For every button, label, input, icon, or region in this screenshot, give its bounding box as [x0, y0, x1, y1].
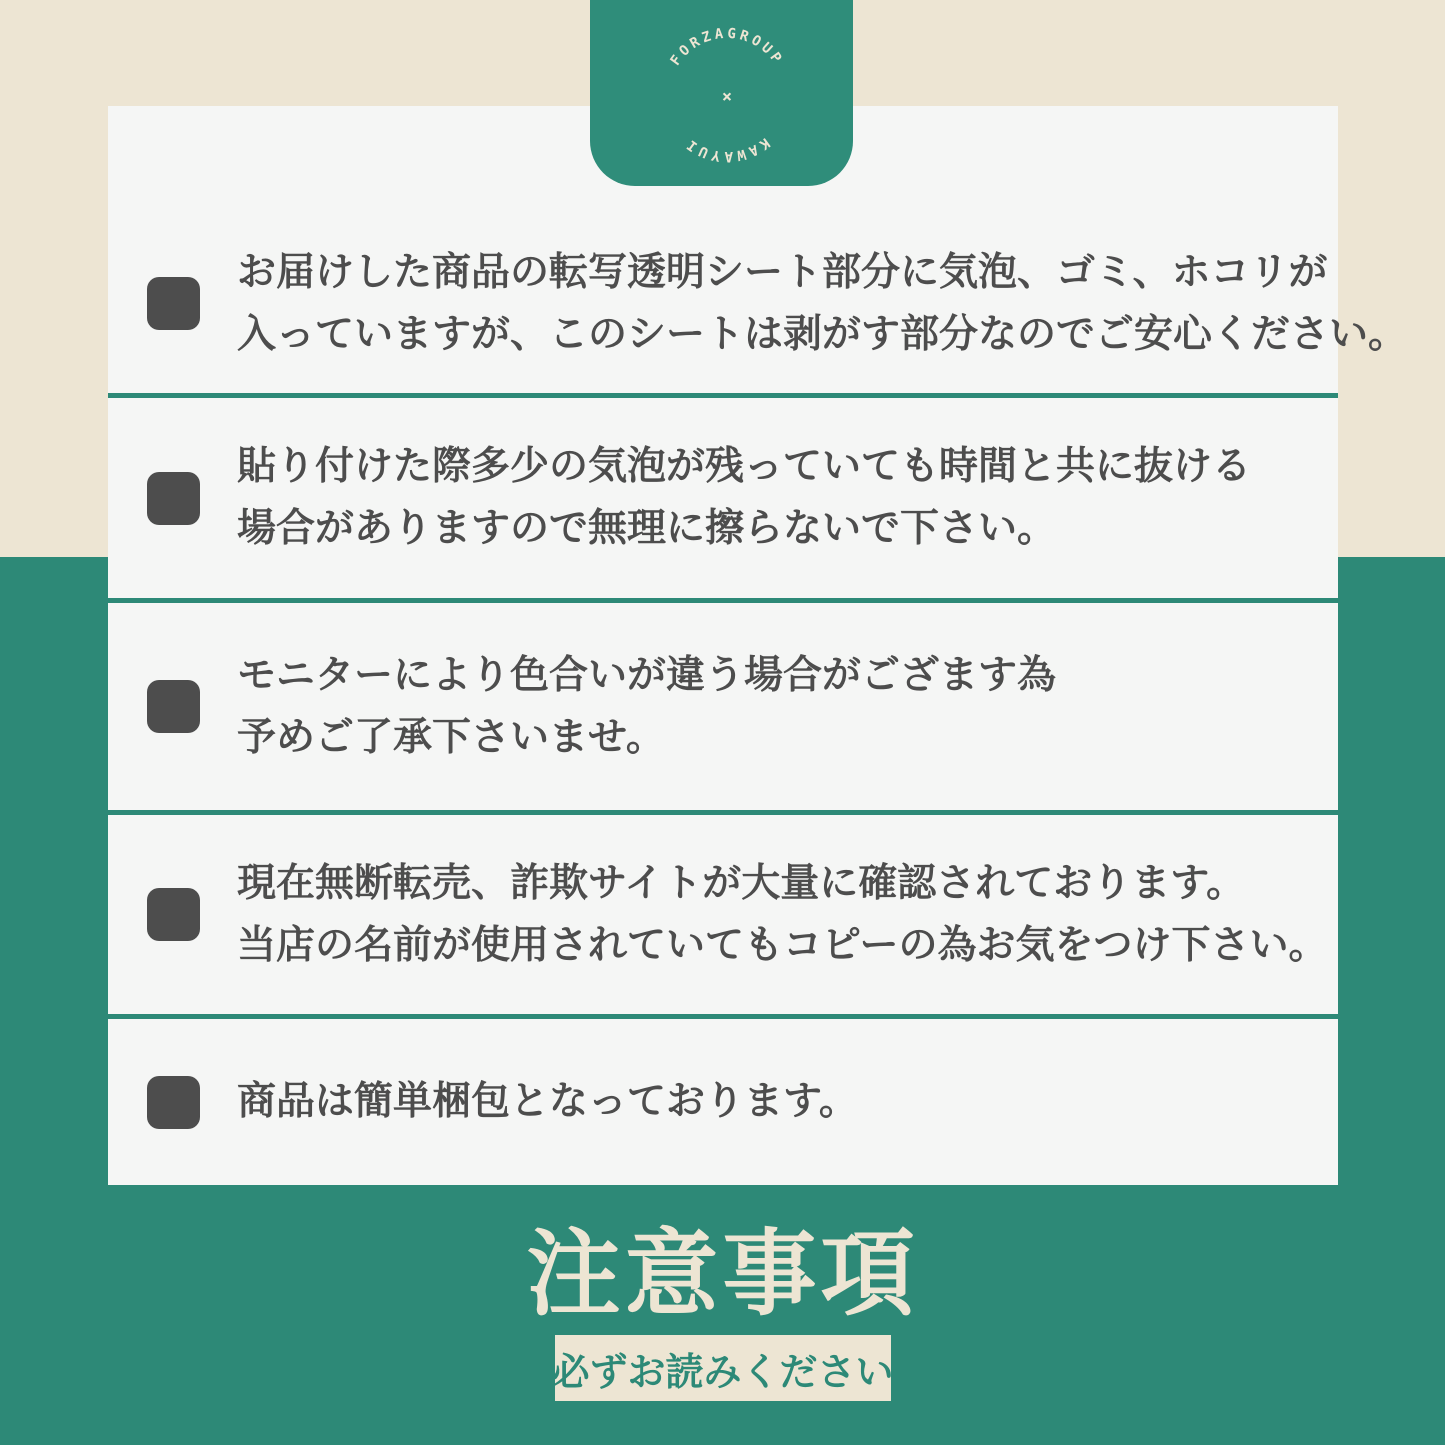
must-read-label [551, 1335, 894, 1401]
notice-line: 入っていますが、このシートは剥がす部分なのでご安心ください。 [237, 312, 1408, 356]
notice-row [108, 603, 1338, 810]
checkbox-marker-icon [147, 888, 200, 941]
notice-line: 貼り付けた際多少の気泡が残っていても時間と共に抜ける [237, 445, 1252, 488]
page-title: 注意事項 [526, 1221, 919, 1326]
notice-line: モニターにより色合いが違う場合がござます為 [237, 653, 1057, 697]
checkbox-marker-icon [147, 680, 200, 733]
notice-line: お届けした商品の転写透明シート部分に気泡、ゴミ、ホコリが [237, 250, 1328, 294]
brand-badge [590, 0, 853, 186]
checkbox-marker-icon [147, 1076, 200, 1129]
notice-text [237, 645, 1056, 769]
badge-arc-bottom-text: KAWAYUI [681, 134, 773, 164]
brand-badge-circular-logo [590, 0, 853, 186]
notice-line: 商品は簡単梱包となっております。 [237, 1080, 858, 1123]
notice-text [237, 853, 1327, 977]
notice-text [237, 242, 1407, 366]
badge-x-separator: × [721, 87, 733, 107]
notice-text [237, 436, 1251, 560]
badge-arc-top-text: FORZAGROUP [667, 25, 787, 69]
notice-row [108, 1019, 1338, 1185]
notice-row [108, 398, 1338, 598]
notice-text [237, 1071, 858, 1133]
checkbox-marker-icon [147, 472, 200, 525]
notice-line: 予めご了承下さいませ。 [237, 715, 665, 759]
notice-line: 当店の名前が使用されていてもコピーの為お気をつけ下さい。 [237, 923, 1328, 967]
notice-line: 場合がありますので無理に擦らないで下さい。 [237, 507, 1057, 550]
notice-line: 現在無断転売、詐欺サイトが大量に確認されております。 [237, 861, 1246, 905]
notice-panel [108, 106, 1408, 1185]
must-read-label-text: 必ずお読みください [551, 1351, 894, 1394]
checkbox-marker-icon [147, 277, 200, 330]
notice-row [108, 815, 1338, 1014]
